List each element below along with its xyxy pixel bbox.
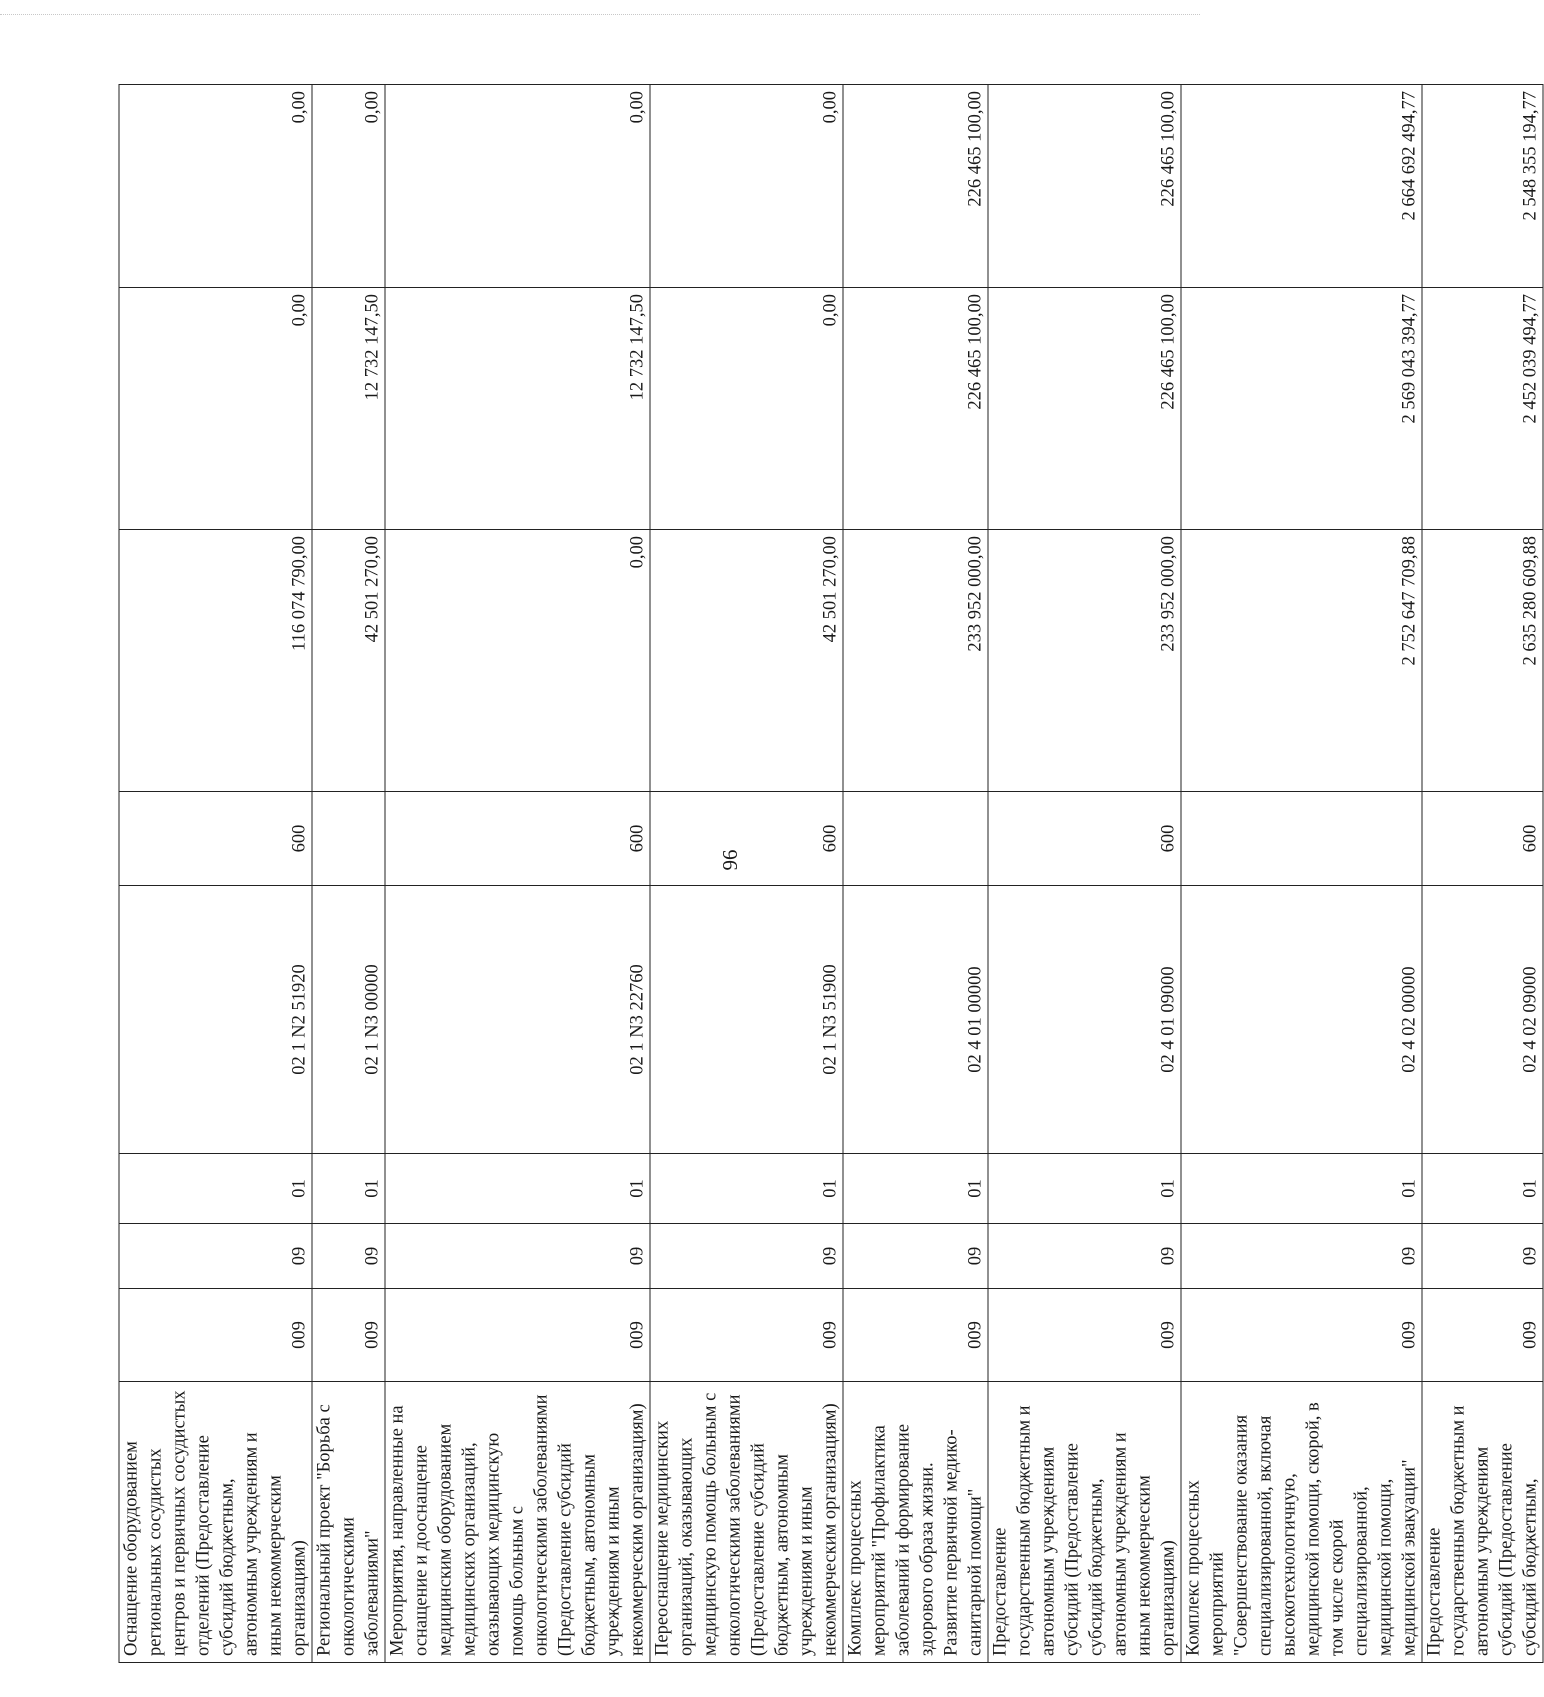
target-article: 02 4 01 00000 [843, 886, 988, 1154]
table-rotator [119, 85, 1541, 1663]
section-code: 09 [650, 1224, 843, 1289]
table-row [1422, 85, 1543, 1663]
expense-type: 600 [1422, 792, 1543, 886]
amount-1: 233 952 000,00 [843, 530, 988, 792]
amount-2: 12 732 147,50 [385, 288, 650, 530]
section-code: 09 [843, 1224, 988, 1289]
amount-2: 226 465 100,00 [988, 288, 1181, 530]
amount-2: 12 732 147,50 [312, 288, 385, 530]
table-row [843, 85, 988, 1663]
row-name: Комплекс процессных мероприятий "Профилактика заболеваний и формирование здорового образа жизни. Развитие первичной медико-санитарной помощи" [843, 1382, 988, 1663]
amount-1: 116 074 790,00 [119, 530, 312, 792]
amount-3: 0,00 [119, 85, 312, 288]
subsection-code: 01 [1422, 1154, 1543, 1224]
target-article: 02 4 01 09000 [988, 886, 1181, 1154]
subsection-code: 01 [385, 1154, 650, 1224]
scan-edge-line [0, 14, 1200, 15]
page-number: 96 [718, 849, 742, 871]
target-article: 02 4 02 00000 [1181, 886, 1422, 1154]
subsection-code: 01 [988, 1154, 1181, 1224]
expense-type: 600 [119, 792, 312, 886]
section-code: 09 [988, 1224, 1181, 1289]
amount-2: 0,00 [119, 288, 312, 530]
row-name: Мероприятия, направленные на оснащение и дооснащение медицинским оборудованием медицинских организаций, оказывающих медицинскую помощь больным с онкологическими заболеваниями (Предоставление субсидий бюджетным, автономным учреждениям и иным некоммерческим организациям) [385, 1382, 650, 1663]
amount-2: 0,00 [650, 288, 843, 530]
target-article: 02 1 N2 51920 [119, 886, 312, 1154]
budget-table [119, 84, 1544, 1663]
subsection-code: 01 [312, 1154, 385, 1224]
ministry-code: 009 [385, 1289, 650, 1382]
row-name: Предоставление государственным бюджетным и автономным учреждениям субсидий (Предоставление субсидий бюджетным, [1422, 1382, 1543, 1663]
subsection-code: 01 [650, 1154, 843, 1224]
amount-1: 2 752 647 709,88 [1181, 530, 1422, 792]
amount-1: 0,00 [385, 530, 650, 792]
amount-3: 226 465 100,00 [988, 85, 1181, 288]
row-name: Оснащение оборудованием региональных сосудистых центров и первичных сосудистых отделений (Предоставление субсидий бюджетным, автономным учреждениям и иным некоммерческим организациям) [119, 1382, 312, 1663]
amount-1: 42 501 270,00 [650, 530, 843, 792]
amount-3: 2 664 692 494,77 [1181, 85, 1422, 288]
ministry-code: 009 [650, 1289, 843, 1382]
amount-2: 2 452 039 494,77 [1422, 288, 1543, 530]
amount-1: 233 952 000,00 [988, 530, 1181, 792]
amount-1: 2 635 280 609,88 [1422, 530, 1543, 792]
ministry-code: 009 [1422, 1289, 1543, 1382]
section-code: 09 [1181, 1224, 1422, 1289]
subsection-code: 01 [843, 1154, 988, 1224]
target-article: 02 1 N3 00000 [312, 886, 385, 1154]
row-name: Комплекс процессных мероприятий "Совершенствование оказания специализированной, включая высокотехнологичную, медицинской помощи, скорой, в том числе скорой специализированной, медицинской помощи, медицинской эвакуации" [1181, 1382, 1422, 1663]
ministry-code: 009 [843, 1289, 988, 1382]
target-article: 02 4 02 09000 [1422, 886, 1543, 1154]
table-row [988, 85, 1181, 1663]
expense-type: 600 [988, 792, 1181, 886]
expense-type [843, 792, 988, 886]
amount-3: 226 465 100,00 [843, 85, 988, 288]
amount-2: 2 569 043 394,77 [1181, 288, 1422, 530]
section-code: 09 [1422, 1224, 1543, 1289]
target-article: 02 1 N3 51900 [650, 886, 843, 1154]
amount-2: 226 465 100,00 [843, 288, 988, 530]
row-name: Региональный проект "Борьба с онкологическими заболеваниями" [312, 1382, 385, 1663]
section-code: 09 [119, 1224, 312, 1289]
amount-3: 2 548 355 194,77 [1422, 85, 1543, 288]
ministry-code: 009 [1181, 1289, 1422, 1382]
target-article: 02 1 N3 22760 [385, 886, 650, 1154]
table-row [385, 85, 650, 1663]
table-row [1181, 85, 1422, 1663]
row-name: Предоставление государственным бюджетным и автономным учреждениям субсидий (Предоставление субсидий бюджетным, автономным учреждениям и иным некоммерческим организациям) [988, 1382, 1181, 1663]
row-name: Переоснащение медицинских организаций, оказывающих медицинскую помощь больным с онкологическими заболеваниями (Предоставление субсидий бюджетным, автономным учреждениям и иным некоммерческим организациям) [650, 1382, 843, 1663]
section-code: 09 [312, 1224, 385, 1289]
amount-3: 0,00 [385, 85, 650, 288]
table-row [312, 85, 385, 1663]
ministry-code: 009 [119, 1289, 312, 1382]
subsection-code: 01 [119, 1154, 312, 1224]
amount-3: 0,00 [312, 85, 385, 288]
table-row [650, 85, 843, 1663]
amount-1: 42 501 270,00 [312, 530, 385, 792]
ministry-code: 009 [988, 1289, 1181, 1382]
amount-3: 0,00 [650, 85, 843, 288]
expense-type [1181, 792, 1422, 886]
section-code: 09 [385, 1224, 650, 1289]
ministry-code: 009 [312, 1289, 385, 1382]
table-row [119, 85, 312, 1663]
expense-type [312, 792, 385, 886]
expense-type: 600 [385, 792, 650, 886]
expense-type: 600 [650, 792, 843, 886]
subsection-code: 01 [1181, 1154, 1422, 1224]
